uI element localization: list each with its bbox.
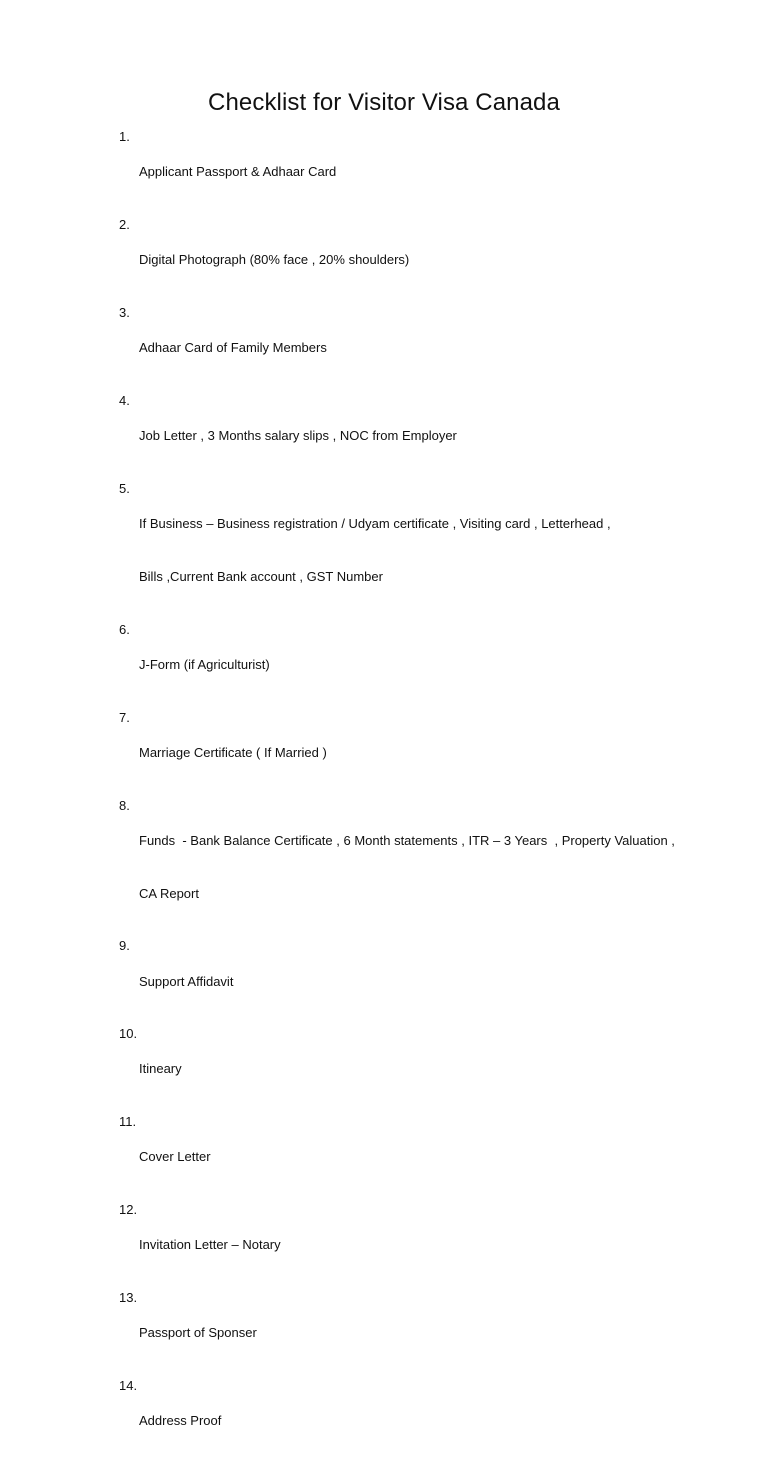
item-line: Adhaar Card of Family Members [139, 340, 327, 356]
item-text [139, 216, 688, 304]
item-text [139, 621, 688, 709]
item-number: 10. [119, 1026, 138, 1042]
item-text [139, 1201, 688, 1289]
item-number: 11. [119, 1114, 137, 1130]
list-item [108, 621, 688, 709]
item-number: 5. [119, 480, 130, 496]
list-item [108, 1201, 688, 1289]
item-number: 12. [119, 1202, 138, 1218]
item-text [139, 1113, 688, 1201]
list-item [108, 709, 688, 797]
item-number: 8. [119, 797, 130, 813]
item-text [139, 709, 688, 797]
item-text [139, 304, 688, 392]
item-line: Cover Letter [139, 1149, 211, 1165]
list-item [108, 128, 688, 216]
item-line: Job Letter , 3 Months salary slips , NOC from Employer [139, 428, 457, 444]
item-number: 6. [119, 621, 130, 637]
list-item [108, 1289, 688, 1377]
page-title: Checklist for Visitor Visa Canada [208, 89, 560, 116]
item-number: 14. [119, 1378, 138, 1394]
list-item [108, 1377, 688, 1465]
item-line: Passport of Sponser [139, 1325, 257, 1341]
item-line: Itineary [139, 1061, 182, 1077]
item-line: Invitation Letter – Notary [139, 1237, 281, 1253]
list-item [108, 1113, 688, 1201]
item-number: 7. [119, 709, 130, 725]
item-line: Address Proof [139, 1413, 222, 1429]
item-text [139, 480, 688, 621]
item-line: Bills ,Current Bank account , GST Number [139, 568, 383, 584]
item-line: Support Affidavit [139, 973, 234, 989]
item-line: Applicant Passport & Adhaar Card [139, 164, 337, 180]
item-text [139, 1025, 688, 1113]
list-item [108, 304, 688, 392]
item-text [139, 1289, 688, 1377]
list-item [108, 216, 688, 304]
item-line: If Business – Business registration / Udyam certificate , Visiting card , Letterhead , [139, 516, 611, 532]
item-number: 9. [119, 938, 130, 954]
item-number: 1. [119, 129, 130, 144]
item-line: CA Report [139, 885, 199, 901]
list-item [108, 392, 688, 480]
item-text [139, 1377, 688, 1465]
list-item [108, 797, 688, 938]
list-item [108, 937, 688, 1025]
list-item [108, 480, 688, 621]
item-line: Marriage Certificate ( If Married ) [139, 744, 327, 760]
item-number: 4. [119, 392, 130, 408]
item-line: Digital Photograph (80% face , 20% shoulders) [139, 252, 410, 268]
item-text [139, 392, 688, 480]
item-number: 2. [119, 216, 130, 232]
item-number: 3. [119, 304, 130, 320]
item-text [139, 128, 688, 216]
item-line: Funds - Bank Balance Certificate , 6 Month statements , ITR – 3 Years , Property Valuation , [139, 832, 675, 848]
item-number: 13. [119, 1290, 138, 1306]
item-text [139, 937, 688, 1025]
list-item [108, 1025, 688, 1113]
item-line: J-Form (if Agriculturist) [139, 656, 270, 672]
item-text [139, 797, 688, 938]
checklist [108, 128, 688, 1465]
